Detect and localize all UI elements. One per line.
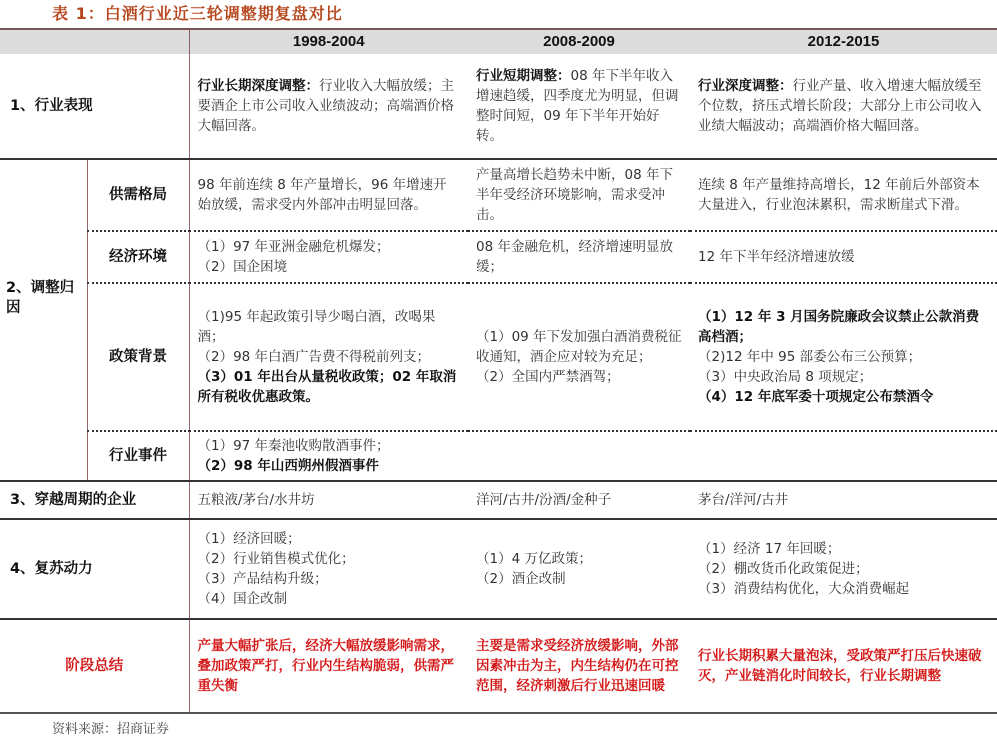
row-events xyxy=(0,431,997,481)
row-label-causes: 2、调整归因 xyxy=(6,280,75,316)
row-policy xyxy=(0,283,997,431)
cell-2008: 行业短期调整：08 年下半年收入增速趋缓，四季度尤为明显，但调整时间短，09 年下半年开始好转。 xyxy=(476,68,679,144)
source-note: 资料来源：招商证券 xyxy=(52,722,170,737)
cell-2008: 主要是需求受经济放缓影响，外部因素冲击为主，内生结构仍在可控范围，经济刺激后行业迅速回暖 xyxy=(476,638,679,694)
cell-2012: 行业深度调整：行业产量、收入增速大幅放缓至个位数，挤压式增长阶段；大部分上市公司收入业绩大幅波动；高端酒价格大幅回落。 xyxy=(698,78,982,134)
sub-label: 政策背景 xyxy=(87,283,189,431)
row-label: 阶段总结 xyxy=(65,658,124,674)
cell-2008: （1）4 万亿政策； （2）酒企改制 xyxy=(476,551,592,587)
cell-2008: 洋河/古井/汾酒/金种子 xyxy=(476,492,612,508)
header-period-1: 1998-2004 xyxy=(189,29,468,54)
table-title: 表 1：白酒行业近三轮调整期复盘对比 xyxy=(52,4,343,23)
cell-2008: 产量高增长趋势未中断，08 年下半年受经济环境影响，需求受冲击。 xyxy=(476,167,673,223)
cell-2012: （1）经济 17 年回暖； （2）棚改货币化政策促进； （3）消费结构优化，大众消费崛起 xyxy=(698,541,910,597)
cell-2008: （1）09 年下发加强白酒消费税征收通知，酒企应对较为充足； （2）全国内严禁酒驾； xyxy=(476,329,682,385)
cell-2008 xyxy=(468,431,690,481)
cell-1998: （1）经济回暖； （2）行业销售模式优化； （3）产品结构升级； （4）国企改制 xyxy=(189,519,468,619)
header-period-3: 2012-2015 xyxy=(690,29,997,54)
cell-2012 xyxy=(690,431,997,481)
row-economy xyxy=(0,231,997,283)
cell-2008: 08 年金融危机，经济增速明显放缓； xyxy=(476,239,673,275)
row-recovery xyxy=(0,519,997,619)
cell-1998: 产量大幅扩张后，经济大幅放缓影响需求，叠加政策严打，行业内生结构脆弱，供需严重失衡 xyxy=(189,619,468,713)
cell-2012: 茅台/洋河/古井 xyxy=(698,492,789,508)
row-companies xyxy=(0,481,997,519)
cell-1998: （1)95 年起政策引导少喝白酒，改喝果酒； （2）98 年白酒广告费不得税前列支； （3）01 年出台从量税收政策；02 年取消所有税收优惠政策。 xyxy=(189,283,468,431)
cell-1998: 行业长期深度调整：行业收入大幅放缓；主要酒企上市公司收入业绩波动；高端酒价格大幅回落。 xyxy=(189,54,468,159)
header-period-2: 2008-2009 xyxy=(468,29,690,54)
sub-label: 经济环境 xyxy=(87,231,189,283)
row-label: 3、穿越周期的企业 xyxy=(10,492,137,508)
cell-1998: 98 年前连续 8 年产量增长，96 年增速开始放缓，需求受内外部冲击明显回落。 xyxy=(189,159,468,231)
header-blank xyxy=(0,29,189,54)
cell-2012: （1）12 年 3 月国务院廉政会议禁止公款消费高档酒； （2)12 年中 95 部委公布三公预算； （3）中央政治局 8 项规定； （4）12 年底军委十项规定公布禁酒令 xyxy=(698,309,980,405)
cell-1998: （1）97 年秦池收购散酒事件； （2）98 年山西朔州假酒事件 xyxy=(189,431,468,481)
cell-1998: 五粮液/茅台/水井坊 xyxy=(189,481,468,519)
header-row xyxy=(0,29,997,54)
sub-label: 行业事件 xyxy=(87,431,189,481)
row-industry-performance xyxy=(0,54,997,159)
cell-2012: 12 年下半年经济增速放缓 xyxy=(698,249,855,265)
row-summary xyxy=(0,619,997,713)
cell-1998: （1）97 年亚洲金融危机爆发； （2）国企困境 xyxy=(189,231,468,283)
row-label: 1、行业表现 xyxy=(10,98,93,114)
row-label: 4、复苏动力 xyxy=(10,561,93,577)
cell-2012: 连续 8 年产量维持高增长，12 年前后外部资本大量进入，行业泡沫累积，需求断崖式下滑。 xyxy=(698,177,980,213)
sub-label: 供需格局 xyxy=(87,159,189,231)
row-supply-demand xyxy=(0,159,997,231)
cell-2012: 行业长期积累大量泡沫，受政策严打压后快速破灭，产业链消化时间较长，行业长期调整 xyxy=(698,648,982,684)
comparison-table xyxy=(0,28,997,714)
